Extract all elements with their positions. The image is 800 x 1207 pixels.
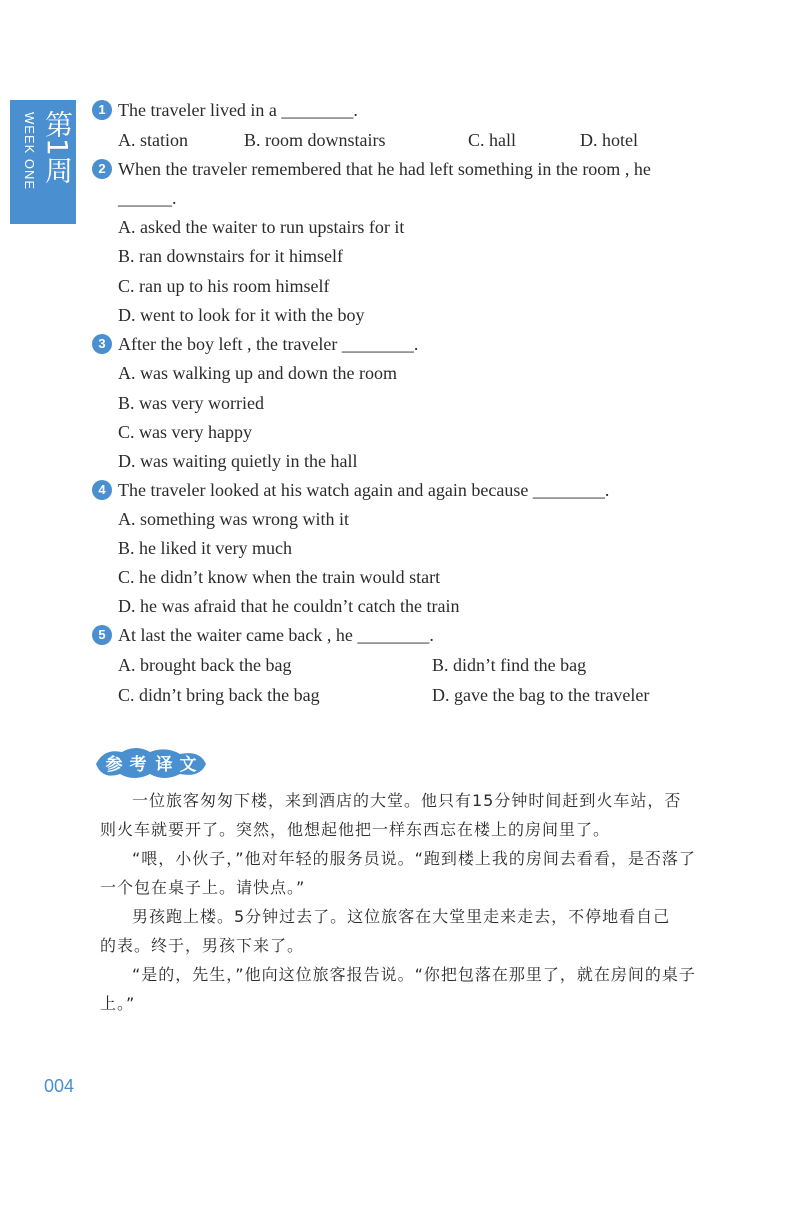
question-text: After the boy left , the traveler ________. <box>118 334 419 354</box>
translation-line: 男孩跑上楼。5分钟过去了。这位旅客在大堂里走来走去，不停地看自己 <box>132 907 671 926</box>
translation-line: 则火车就要开了。突然，他想起他把一样东西忘在楼上的房间里了。 <box>100 820 611 839</box>
translation-line: “是的，先生，”他向这位旅客报告说。“你把包落在那里了，就在房间的桌子上。” <box>100 965 696 1013</box>
option: D. hotel <box>580 130 638 150</box>
question-3 <box>92 334 418 355</box>
week-label-cn: 第1周 <box>41 110 74 184</box>
reference-translation-badge <box>92 742 210 782</box>
question-text: The traveler lived in a ________. <box>118 100 358 120</box>
translation-line: 一位旅客匆匆下楼，来到酒店的大堂。他只有15分钟时间赶到火车站，否 <box>132 791 682 810</box>
question-number-badge: 5 <box>92 625 112 645</box>
option: B. didn’t find the bag <box>432 655 587 675</box>
option: A. was walking up and down the room <box>118 363 397 383</box>
question-text: At last the waiter came back , he ________. <box>118 625 434 645</box>
translation-line: “喂，小伙子，”他对年轻的服务员说。“跑到楼上我的房间去看看，是否落了 <box>132 849 696 868</box>
badge-char: 译 <box>155 755 173 775</box>
translation-line: 的表。终于，男孩下来了。 <box>100 936 305 955</box>
question-number-badge: 2 <box>92 159 112 179</box>
option: A. something was wrong with it <box>118 509 349 529</box>
question-text: The traveler looked at his watch again and again because ________. <box>118 480 610 500</box>
badge-char: 考 <box>129 755 147 775</box>
option: D. went to look for it with the boy <box>118 305 365 325</box>
question-number-badge: 1 <box>92 100 112 120</box>
option: D. he was afraid that he couldn’t catch the train <box>118 596 460 616</box>
question-4 <box>92 480 609 501</box>
question-text: When the traveler remembered that he had left something in the room , he <box>118 159 651 179</box>
badge-char: 文 <box>179 755 197 775</box>
option: B. room downstairs <box>244 130 386 150</box>
option: A. asked the waiter to run upstairs for it <box>118 217 405 237</box>
week-tab <box>10 100 76 224</box>
page-number: 004 <box>44 1076 75 1096</box>
option: D. was waiting quietly in the hall <box>118 451 358 471</box>
option: D. gave the bag to the traveler <box>432 685 650 705</box>
question-1 <box>92 100 358 121</box>
question-5 <box>92 625 434 646</box>
option: C. ran up to his room himself <box>118 276 330 296</box>
option: A. station <box>118 130 188 150</box>
question-text-continued: ______. <box>118 188 177 208</box>
option: C. didn’t bring back the bag <box>118 685 320 705</box>
question-number-badge: 3 <box>92 334 112 354</box>
option: C. was very happy <box>118 422 252 442</box>
option: B. was very worried <box>118 393 264 413</box>
option: A. brought back the bag <box>118 655 292 675</box>
option: B. ran downstairs for it himself <box>118 246 343 266</box>
option: C. he didn’t know when the train would start <box>118 567 441 587</box>
option: C. hall <box>468 130 516 150</box>
week-label-en: WEEK ONE <box>22 112 37 191</box>
badge-char: 参 <box>105 755 123 775</box>
question-number-badge: 4 <box>92 480 112 500</box>
question-2 <box>92 159 651 180</box>
translation-line: 一个包在桌子上。请快点。” <box>100 878 306 897</box>
option: B. he liked it very much <box>118 538 292 558</box>
